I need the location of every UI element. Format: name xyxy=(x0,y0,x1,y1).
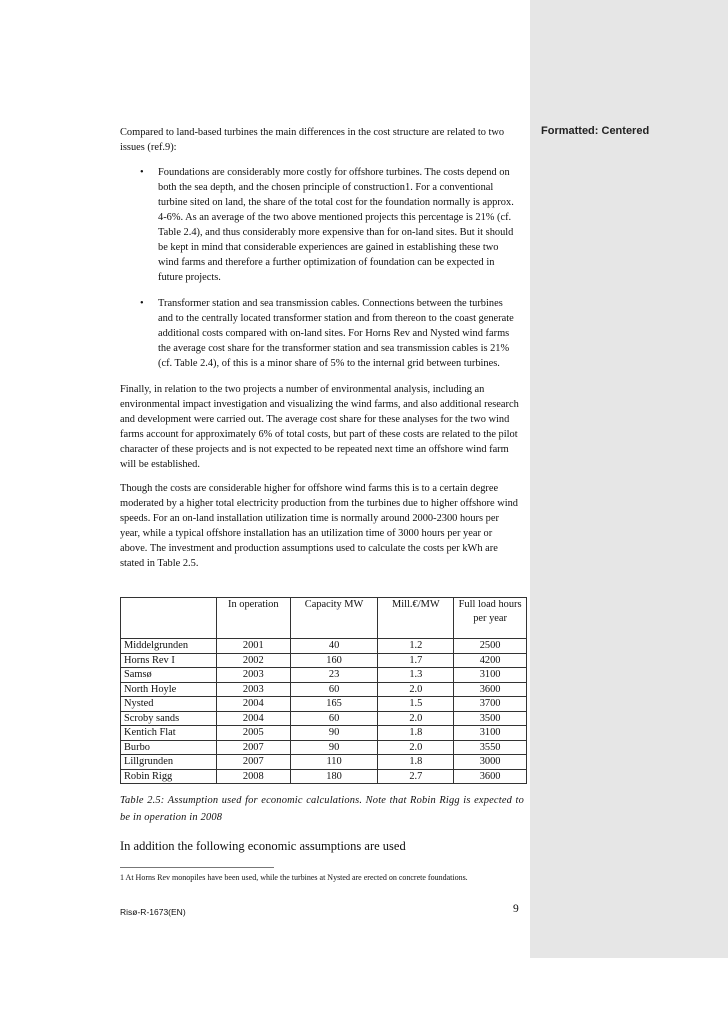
table-cell: 110 xyxy=(290,755,378,770)
table-cell: 2.0 xyxy=(378,682,454,697)
table-cell: 4200 xyxy=(454,653,527,668)
table-cell: 3600 xyxy=(454,769,527,784)
comment-label: Formatted: Centered xyxy=(541,125,650,137)
paragraph-environmental: Finally, in relation to the two projects a number of environmental analysis, including an environmental impact investigation and visualizing the wind farms, and also additional research and development were carried out. The average cost share for these analyses for the two wind farms account for approximately 6% of total costs, but part of these costs are related to the pilot character of these projects and is not expected to be repeated next time an offshore wind farm will be established. xyxy=(120,384,519,470)
paragraph-utilization: Though the costs are considerable higher for offshore wind farms this is to a certain degree moderated by a higher total electricity production from the turbines due to higher offshore wind speeds. For an on-land installation utilization time is normally around 2000-2300 hours per year, while a typical offshore installation has an utilization time of 3000 hours per year or above. The investment and production assumptions used to calculate the costs per kWh are stated in Table 2.5. xyxy=(120,483,518,569)
table-row xyxy=(121,697,527,712)
table-cell: 2005 xyxy=(216,726,290,741)
table-cell: 2007 xyxy=(216,755,290,770)
table-cell: 1.7 xyxy=(378,653,454,668)
table-cell: 3100 xyxy=(454,726,527,741)
bullet-text: Transformer station and sea transmission cables. Connections between the turbines and to the centrally located transformer station and from thereon to the coast generate additional costs compared with on-land sites. For Horns Rev and Nysted wind farms the average cost share for the transformer station and sea transmission cables is 21% (cf. Table 2.4), of this is a minor share of 5% to the internal grid between turbines. xyxy=(158,298,514,369)
bullet-item xyxy=(120,165,520,285)
assumptions-table xyxy=(120,597,527,784)
table-header-cell: Full load hours per year xyxy=(454,598,527,639)
table-cell: 60 xyxy=(290,711,378,726)
table-cell: 2004 xyxy=(216,697,290,712)
table-cell: 2.0 xyxy=(378,711,454,726)
site-name-cell: Nysted xyxy=(121,697,217,712)
table-row xyxy=(121,711,527,726)
table-cell: 90 xyxy=(290,726,378,741)
table-cell: 1.8 xyxy=(378,726,454,741)
report-id: Risø-R-1673(EN) xyxy=(120,907,186,917)
site-name-cell: North Hoyle xyxy=(121,682,217,697)
table-cell: 2.7 xyxy=(378,769,454,784)
table-cell: 3600 xyxy=(454,682,527,697)
bullet-item xyxy=(120,296,520,371)
table-cell: 3500 xyxy=(454,711,527,726)
site-name-cell: Scroby sands xyxy=(121,711,217,726)
table-cell: 2.0 xyxy=(378,740,454,755)
table-cell: 2001 xyxy=(216,639,290,654)
bullet-text: Foundations are considerably more costly for offshore turbines. The costs depend on both the sea depth, and the chosen principle of construction1. For a conventional turbine sited on land, the share of the total cost for the foundation normally is approx. 4-6%. As an average of the two above mentioned projects this percentage is 21% (cf. Table 2.4), and thus considerably more expensive than for on-land sites. But it should be kept in mind that considerable experiences are gained in establishing these two wind farms and therefore a further optimization of foundation can be expected in future projects. xyxy=(158,167,514,283)
table-cell: 2008 xyxy=(216,769,290,784)
table-cell: 3550 xyxy=(454,740,527,755)
intro-paragraph: Compared to land-based turbines the main differences in the cost structure are related to two issues (ref.9): xyxy=(120,127,505,153)
table-cell: 1.5 xyxy=(378,697,454,712)
table-cell: 180 xyxy=(290,769,378,784)
table-header-cell: In operation xyxy=(216,598,290,639)
table-row xyxy=(121,726,527,741)
table-cell: 2007 xyxy=(216,740,290,755)
table-row xyxy=(121,653,527,668)
table-cell: 2004 xyxy=(216,711,290,726)
table-cell: 2003 xyxy=(216,668,290,683)
table-cell: 90 xyxy=(290,740,378,755)
table-cell: 1.3 xyxy=(378,668,454,683)
economic-assumptions-heading: In addition the following economic assumptions are used xyxy=(120,839,406,853)
table-cell: 2500 xyxy=(454,639,527,654)
table-caption: Table 2.5: Assumption used for economic calculations. Note that Robin Rigg is expected to be in operation in 2008 xyxy=(120,795,524,823)
site-name-cell: Burbo xyxy=(121,740,217,755)
page-number: 9 xyxy=(513,903,519,915)
bullet-dot-icon: • xyxy=(140,298,144,309)
site-name-cell: Robin Rigg xyxy=(121,769,217,784)
table-row xyxy=(121,755,527,770)
table-cell: 2002 xyxy=(216,653,290,668)
table-cell: 60 xyxy=(290,682,378,697)
table-header-cell: Capacity MW xyxy=(290,598,378,639)
table-cell: 40 xyxy=(290,639,378,654)
comment-pane xyxy=(530,0,728,958)
table-cell: 3100 xyxy=(454,668,527,683)
table-cell: 3000 xyxy=(454,755,527,770)
table-header-cell: Mill.€/MW xyxy=(378,598,454,639)
site-name-cell: Kentich Flat xyxy=(121,726,217,741)
document-page xyxy=(120,125,524,884)
table-cell: 23 xyxy=(290,668,378,683)
table-cell: 1.8 xyxy=(378,755,454,770)
table-header-cell xyxy=(121,598,217,639)
footnote: 1 At Horns Rev monopiles have been used, while the turbines at Nysted are erected on concrete foundations. xyxy=(120,873,468,882)
table-cell: 2003 xyxy=(216,682,290,697)
table-cell: 1.2 xyxy=(378,639,454,654)
table-cell: 165 xyxy=(290,697,378,712)
table-row xyxy=(121,682,527,697)
bullet-list xyxy=(120,165,520,371)
table-cell: 3700 xyxy=(454,697,527,712)
table-cell: 160 xyxy=(290,653,378,668)
table-row xyxy=(121,639,527,654)
site-name-cell: Horns Rev I xyxy=(121,653,217,668)
bullet-dot-icon: • xyxy=(140,167,144,178)
site-name-cell: Lillgrunden xyxy=(121,755,217,770)
table-header-row xyxy=(121,598,527,639)
table-row xyxy=(121,769,527,784)
site-name-cell: Middelgrunden xyxy=(121,639,217,654)
table-row xyxy=(121,668,527,683)
site-name-cell: Samsø xyxy=(121,668,217,683)
table-row xyxy=(121,740,527,755)
